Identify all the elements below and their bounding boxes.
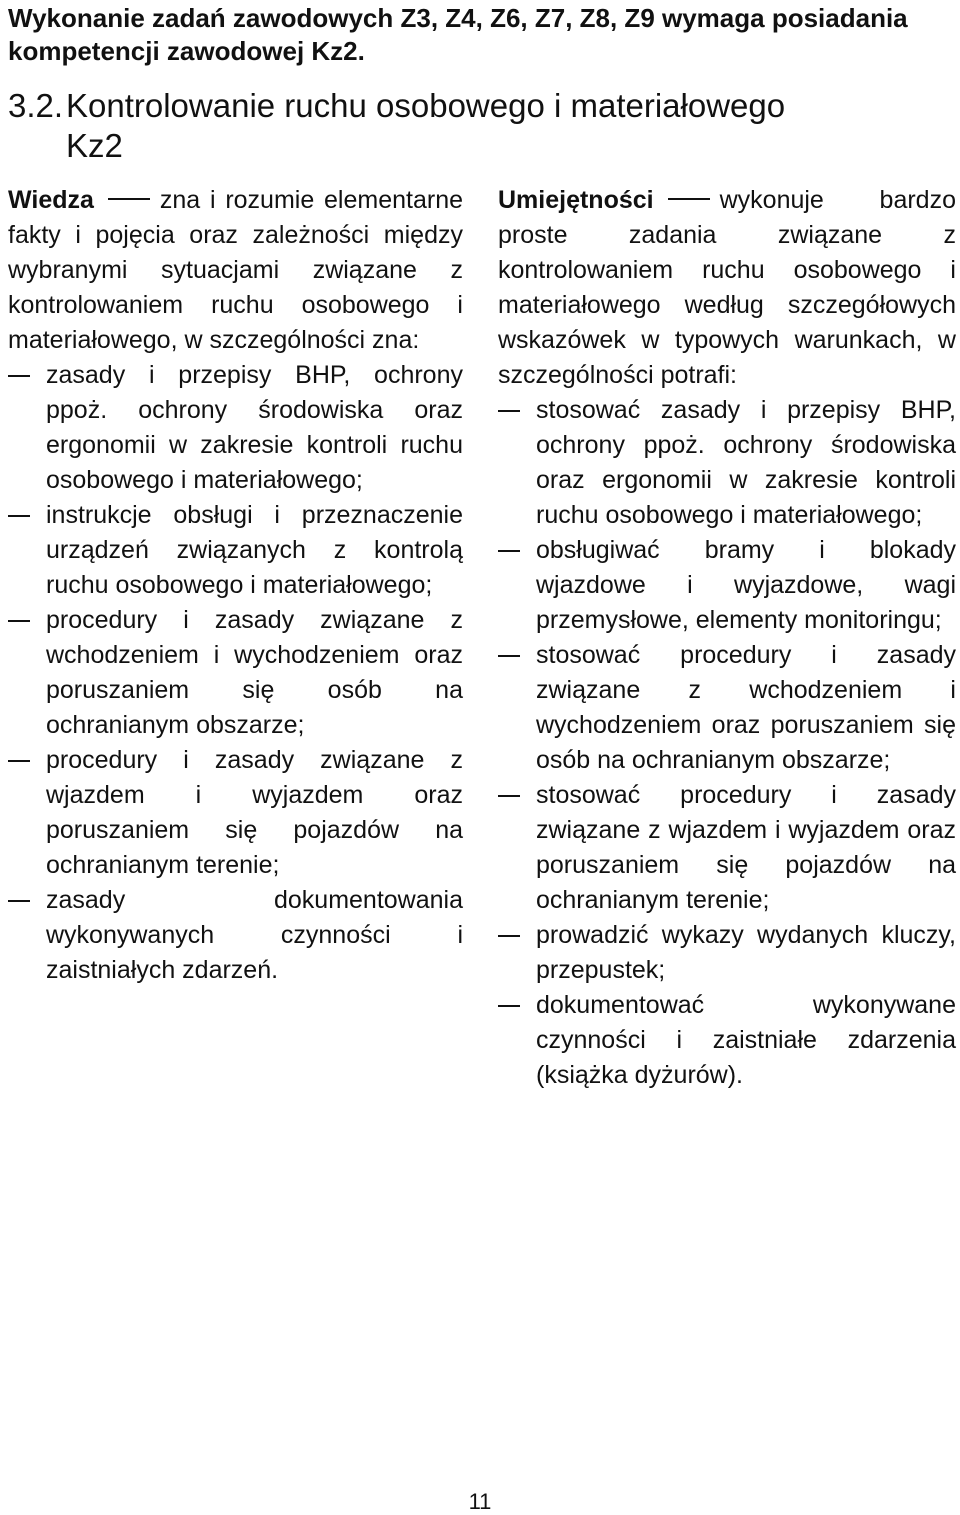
section-heading xyxy=(8,86,948,166)
section-title: Kontrolowanie ruchu osobowego i materiałowego xyxy=(66,87,786,124)
em-dash xyxy=(668,198,710,200)
list-item: procedury i zasady związane z wjazdem i wyjazdem oraz poruszaniem się pojazdów na ochranianym terenie; xyxy=(8,743,463,883)
knowledge-lead-text: zna i rozumie elementarne fakty i pojęcia oraz zależności między wybranymi sytuacjami związane z kontrolowaniem ruchu osobowego i materiałowego, w szczególności zna: xyxy=(8,186,463,354)
skills-list xyxy=(498,393,956,1093)
list-item: stosować zasady i przepisy BHP, ochrony ppoż. ochrony środowiska oraz ergonomii w zakresie kontroli ruchu osobowego i materiałowego; xyxy=(498,393,956,533)
skills-lead xyxy=(498,183,956,393)
list-item: instrukcje obsługi i przeznaczenie urządzeń związanych z kontrolą ruchu osobowego i materiałowego; xyxy=(8,498,463,603)
skills-lead-text: wykonuje bardzo proste zadania związane z kontrolowaniem ruchu osobowego i materiałowego według szczegółowych wskazówek w typowych warunkach, w szczególności potrafi: xyxy=(498,186,956,389)
list-item: stosować procedury i zasady związane z wchodzeniem i wychodzeniem oraz poruszaniem się osób na ochranianym obszarze; xyxy=(498,638,956,778)
list-item: zasady i przepisy BHP, ochrony ppoż. ochrony środowiska oraz ergonomii w zakresie kontroli ruchu osobowego i materiałowego; xyxy=(8,358,463,498)
section-number: 3.2. xyxy=(8,87,64,124)
list-item: prowadzić wykazy wydanych kluczy, przepustek; xyxy=(498,918,956,988)
knowledge-label: Wiedza xyxy=(8,186,94,214)
section-code: Kz2 xyxy=(66,127,123,164)
knowledge-column xyxy=(8,183,463,988)
skills-column xyxy=(498,183,956,1093)
knowledge-lead xyxy=(8,183,463,358)
list-item: zasady dokumentowania wykonywanych czynności i zaistniałych zdarzeń. xyxy=(8,883,463,988)
intro-paragraph: Wykonanie zadań zawodowych Z3, Z4, Z6, Z7, Z8, Z9 wymaga posiadania kompetencji zawodowej Kz2. xyxy=(8,3,908,66)
list-item: procedury i zasady związane z wchodzeniem i wychodzeniem oraz poruszaniem się osób na ochranianym obszarze; xyxy=(8,603,463,743)
knowledge-list xyxy=(8,358,463,988)
page-number: 11 xyxy=(468,1489,492,1514)
list-item: stosować procedury i zasady związane z wjazdem i wyjazdem oraz poruszaniem się pojazdów na ochranianym terenie; xyxy=(498,778,956,918)
skills-label: Umiejętności xyxy=(498,186,654,214)
list-item: obsługiwać bramy i blokady wjazdowe i wyjazdowe, wagi przemysłowe, elementy monitoringu; xyxy=(498,533,956,638)
list-item: dokumentować wykonywane czynności i zaistniałe zdarzenia (książka dyżurów). xyxy=(498,988,956,1093)
em-dash xyxy=(108,198,150,200)
